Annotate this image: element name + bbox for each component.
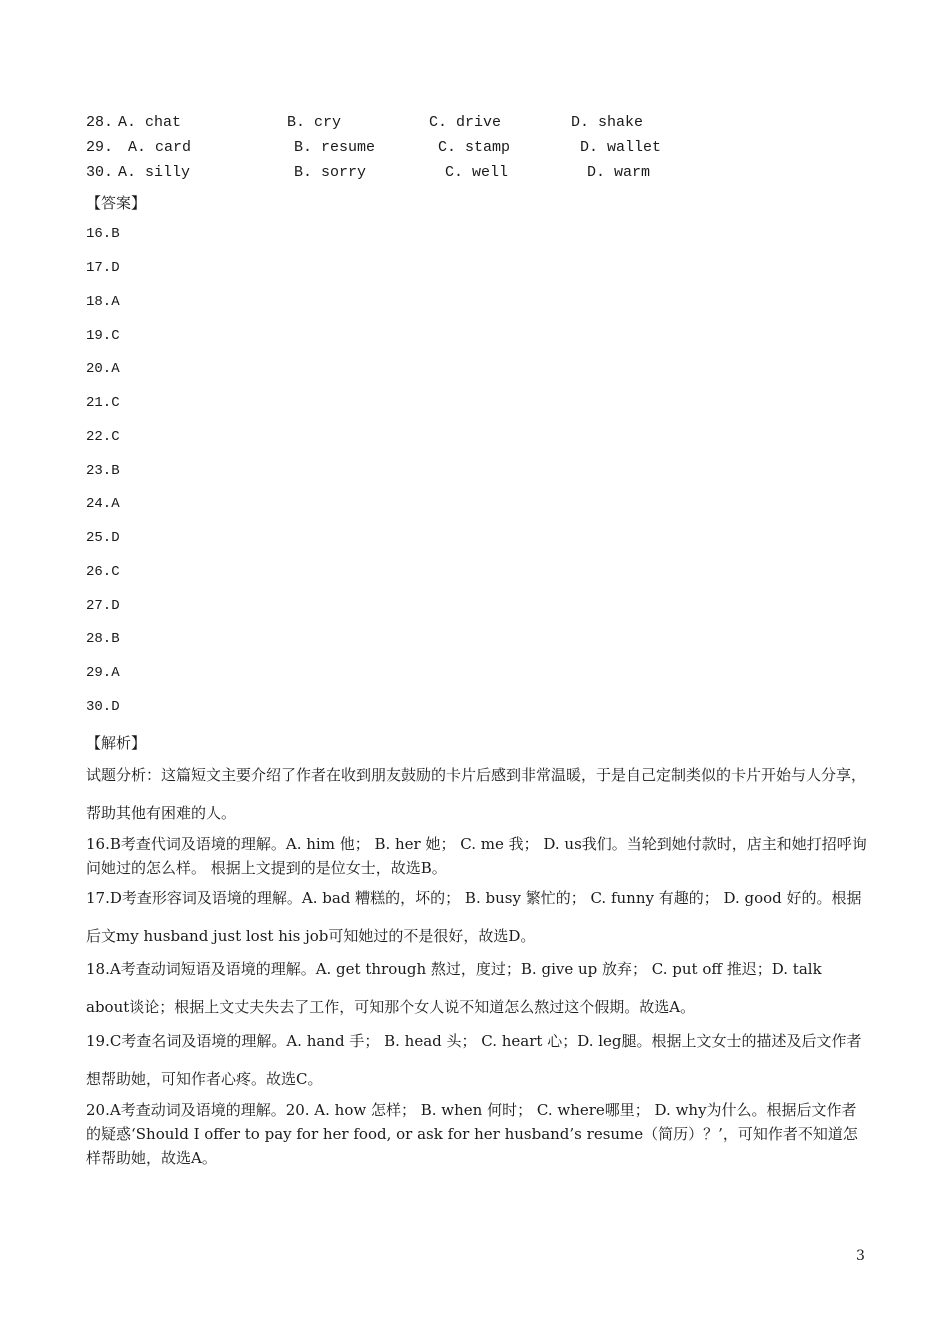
answer-item: 17.D [86,260,120,276]
answer-heading: 【答案】 [86,194,147,212]
analysis-q17: 17.D考查形容词及语境的理解。A. bad 糟糕的，坏的； B. busy 繁忙的； C. funny 有趣的； D. good 好的。根据后文my husband just lost his job可知她过的不是很好，故选D。 [86,889,862,945]
option-b: B. sorry [294,164,367,181]
option-number: 30. [86,164,114,181]
option-d: D. shake [571,114,644,131]
option-c: C. stamp [438,139,511,156]
answer-item: 28.B [86,631,120,647]
answer-item: 27.D [86,598,120,614]
answer-item: 19.C [86,328,120,344]
option-number: 28. [86,114,114,131]
analysis-q16: 16.B考查代词及语境的理解。A. him 他； B. her 她； C. me 我； D. us我们。当轮到她付款时，店主和她打招呼询问她过的怎么样。 根据上文提到的是位女士，故选B。 [86,835,867,877]
option-a: A. silly [118,164,191,181]
option-row-28 [86,114,786,136]
option-d: D. warm [587,164,651,181]
answer-item: 30.D [86,699,120,715]
option-b: B. cry [287,114,342,131]
option-row-29 [86,139,786,161]
page-number: 3 [856,1248,865,1264]
option-b: B. resume [294,139,376,156]
answer-item: 18.A [86,294,120,310]
answer-item: 23.B [86,463,120,479]
answer-item: 25.D [86,530,120,546]
answer-item: 22.C [86,429,120,445]
option-a: A. chat [118,114,182,131]
analysis-q19: 19.C考查名词及语境的理解。A. hand 手； B. head 头； C. heart 心；D. leg腿。根据上文女士的描述及后文作者想帮助她，可知作者心疼。故选C。 [86,1032,862,1088]
analysis-q18: 18.A考查动词短语及语境的理解。A. get through 熬过，度过；B. give up 放弃； C. put off 推迟；D. talk about谈论；根据上文丈夫失去了工作，可知那个女人说不知道怎么熬过这个假期。故选A。 [86,960,822,1016]
answer-item: 26.C [86,564,120,580]
option-number: 29. [86,139,114,156]
answer-item: 29.A [86,665,120,681]
option-d: D. wallet [580,139,662,156]
option-c: C. well [445,164,509,181]
option-row-30 [86,164,786,186]
option-c: C. drive [429,114,502,131]
analysis-heading: 【解析】 [86,734,147,752]
analysis-q20: 20.A考查动词及语境的理解。20. A. how 怎样； B. when 何时； C. where哪里； D. why为什么。根据后文作者的疑惑‘Should I offer to pay for her food, or ask for her husband’s resume（简历）？’，可知作者不知道怎样帮助她，故选A。 [86,1101,858,1167]
answer-item: 16.B [86,226,120,242]
answer-item: 24.A [86,496,120,512]
option-a: A. card [128,139,192,156]
answer-item: 21.C [86,395,120,411]
analysis-summary: 试题分析：这篇短文主要介绍了作者在收到朋友鼓励的卡片后感到非常温暖，于是自己定制类似的卡片开始与人分享，帮助其他有困难的人。 [86,766,867,822]
answer-item: 20.A [86,361,120,377]
